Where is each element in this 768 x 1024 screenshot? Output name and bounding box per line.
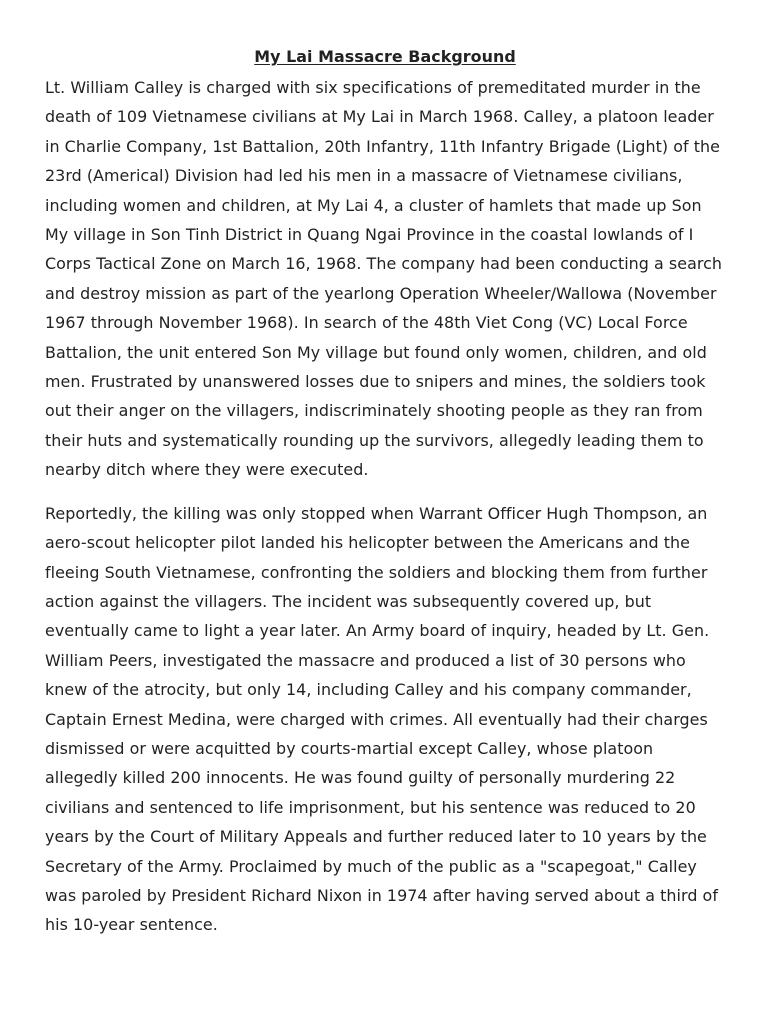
document-title: My Lai Massacre Background — [254, 47, 516, 66]
document-page — [45, 44, 725, 940]
paragraph-background: Lt. William Calley is charged with six specifications of premeditated murder in the death of 109 Vietnamese civilians at My Lai in March 1968. Calley, a platoon leader in Charlie Company, 1st Battalion, 20th Infantry, 11th Infantry Brigade (Light) of the 23rd (Americal) Division had led his men in a massacre of Vietnamese civilians, including women and children, at My Lai 4, a cluster of hamlets that made up Son My village in Son Tinh District in Quang Ngai Province in the coastal lowlands of I Corps Tactical Zone on March 16, 1968. The company had been conducting a search and destroy mission as part of the yearlong Operation Wheeler/Wallowa (November 1967 through November 1968). In search of the 48th Viet Cong (VC) Local Force Battalion, the unit entered Son My village but found only women, children, and old men. Frustrated by unanswered losses due to snipers and mines, the soldiers took out their anger on the villagers, indiscriminately shooting people as they ran from their huts and systematically rounding up the survivors, allegedly leading them to nearby ditch where they were executed. — [45, 78, 723, 480]
paragraph-aftermath: Reportedly, the killing was only stopped when Warrant Officer Hugh Thompson, an aero-scout helicopter pilot landed his helicopter between the Americans and the fleeing South Vietnamese, confronting the soldiers and blocking them from further action against the villagers. The incident was subsequently covered up, but eventually came to light a year later. An Army board of inquiry, headed by Lt. Gen. William Peers, investigated the massacre and produced a list of 30 persons who knew of the atrocity, but only 14, including Calley and his company commander, Captain Ernest Medina, were charged with crimes. All eventually had their charges dismissed or were acquitted by courts-martial except Calley, whose platoon allegedly killed 200 innocents. He was found guilty of personally murdering 22 civilians and sentenced to life imprisonment, but his sentence was reduced to 20 years by the Court of Military Appeals and further reduced later to 10 years by the Secretary of the Army. Proclaimed by much of the public as a "scapegoat," Calley was paroled by President Richard Nixon in 1974 after having served about a third of his 10-year sentence. — [45, 503, 718, 935]
